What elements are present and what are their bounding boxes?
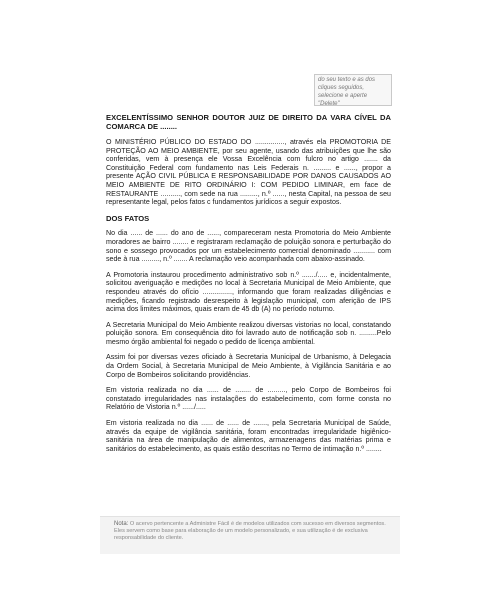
facts-paragraph-5: Em vistoria realizada no dia ...... de ........ de ........., pelo Corpo de Bombeiros foi constatado irregularidades nas instalações do estabelecimento, com forme consta no Relatório de Vistoria n.º ....../..... (106, 386, 391, 412)
disclaimer-text: O acervo pertencente a Administre Fácil é de modelos utilizados com sucesso em diversos segmentos. Eles servem como base para elaboração de um modelo personalizado, e sua utilização é de exclusiva responsabilidade do cliente. (114, 521, 386, 541)
section-title: DOS FATOS (106, 213, 150, 223)
disclaimer-box (100, 516, 400, 554)
facts-paragraph-4: Assim foi por diversas vezes oficiado à Secretaria Municipal de Urbanismo, à Delegacia da Ordem Social, à Secretaria Municipal de Meio Ambiente, à Vigilância Sanitária e ao Corpo de Bombeiros solicitando providências. (106, 353, 391, 379)
document-heading: EXCELENTÍSSIMO SENHOR DOUTOR JUIZ DE DIREITO DA VARA CÍVEL DA COMARCA DE ........ (106, 113, 391, 131)
disclaimer-label: Nota: (114, 521, 129, 527)
editing-tip-text: do seu texto e as dos cliques seguidos, selecione e aperte "Delete" (318, 77, 376, 106)
intro-paragraph: O MINISTÉRIO PÚBLICO DO ESTADO DO ..............., através ela PROMOTORIA DE PROTEÇÃO AO MEIO AMBIENTE, por seu agente, usando das atribuições que lhe são conferidas, vem à presença ele Vossa Excelência com fulcro no artigo ....... da Constituição Federal com fundamento nas Leis Federais n. ......... e ......, propor a presente AÇÃO CIVIL PÚBLICA E RESPONSABILIDADE POR DANOS CAUSADOS AO MEIO AMBIENTE DE RITO ORDINÁRIO I: COM PEDIDO LIMINAR, em face de RESTAURANTE .........., com sede na rua ........., n.º ......, nesta Capital, na pessoa de seu representante legal, pelos fatos c fundamentos jurídicos a seguir expostos. (106, 138, 391, 207)
facts-paragraph-6: Em vistoria realizada no dia ...... de ...... de ......., pela Secretaria Municipal de Saúde, através da equipe de vigilância sanitária, foram encontradas irregularidade higiênico-sanitária na área de manipulação de alimentos, armazenagens das matérias prima e sanitários do estabelecimento, as quais estão descritas no Termo de intimação n.º ........ (106, 419, 391, 453)
facts-paragraph-1: No dia ...... de ...... do ano de ......, compareceram nesta Promotoria do Meio Ambiente moradores ae bairro ........ e registraram reclamação de poluição sonora e perturbação do sono e sossego provocados por um estabelecimento comercial denominado ........... com sede à rua ........., n.º ....... A reclamação veio acompanhada com abaixo-assinado. (106, 229, 391, 264)
editing-tip-box (314, 74, 392, 106)
document-body (106, 113, 391, 460)
facts-paragraph-3: A Secretaria Municipal do Meio Ambiente realizou diversas vistorias no local, constatando poluição sonora. Em consequência dito foi lavrado auto de notificação sob n. .........Pelo mesmo órgão ambiental foi negado o pedido de licença ambiental. (106, 320, 391, 346)
facts-paragraph-2: A Promotoria instaurou procedimento administrativo sob n.º ......./..... e, incidentalmente, solicitou averiguação e medições no local à Secretaria Municipal de Meio Ambiente, que respondeu através do ofício ..............., informando que foram realizadas diligências e medições, ficando registrado desrespeito à legislação municipal, com aferição de IPS acima dos limites máximos, quais eram de 45 db (A) no período noturno. (106, 270, 391, 314)
